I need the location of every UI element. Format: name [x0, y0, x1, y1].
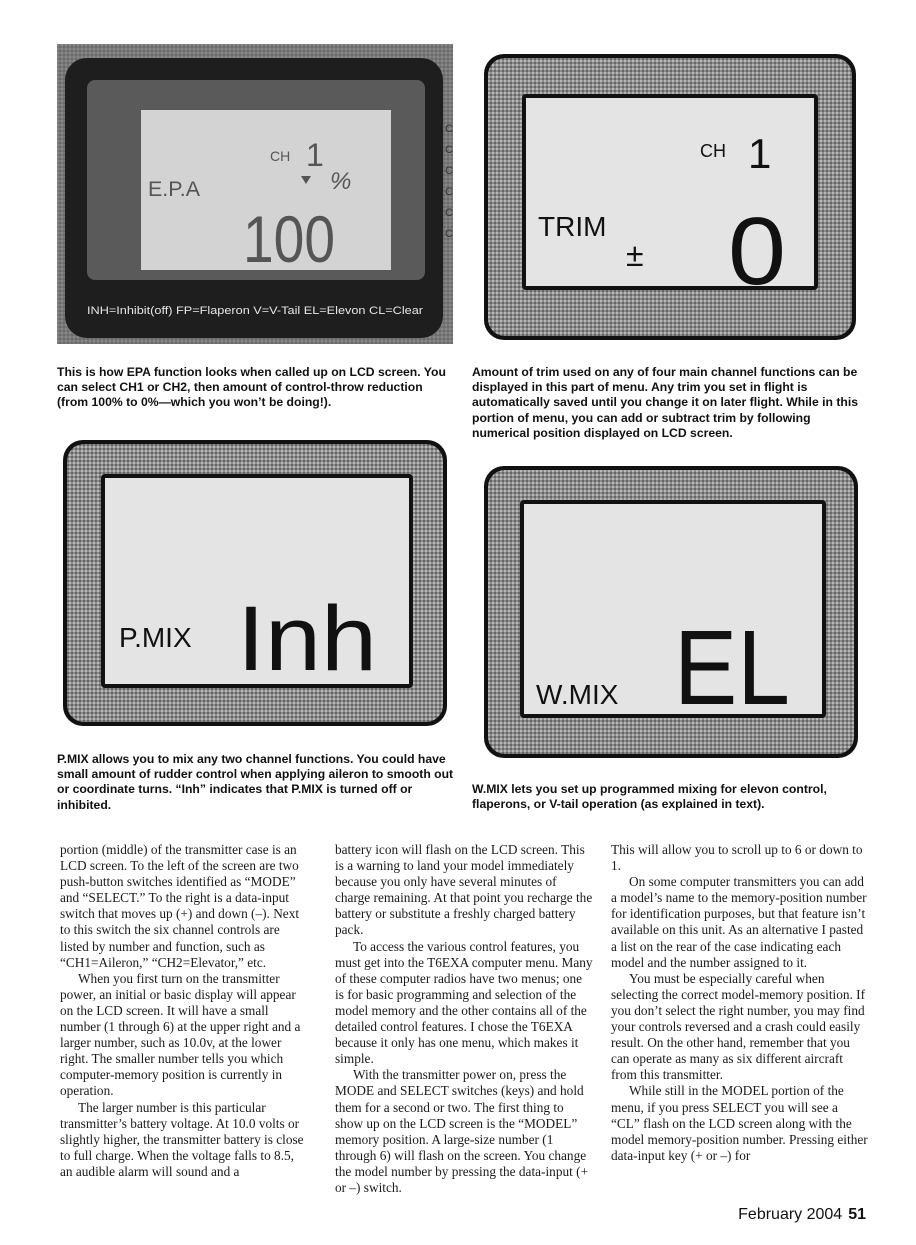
- col2-para-1: battery icon will flash on the LCD screen. This is a warning to land your model immediately because you only have several minutes of charge remaining. At that point you recharge the battery or substitute a freshly charged battery pack.: [335, 842, 593, 938]
- epa-ch-label: CH: [270, 148, 291, 164]
- epa-side-mark-6: C: [445, 228, 453, 240]
- trim-ch-label: CH: [700, 141, 726, 161]
- wmix-lcd-photo: [472, 462, 868, 762]
- trim-sign: ±: [626, 237, 644, 273]
- col1-para-2: When you first turn on the transmitter power, an initial or basic display will appear on the LCD screen. It will have a small number (1 through 6) at the upper right and a larger number, such as 10.0v, at the lower right. The smaller number tells you which computer-memory position is currently in operation.: [60, 970, 301, 1099]
- col1-para-3: The larger number is this particular transmitter’s battery voltage. At 10.0 volts or slightly higher, the transmitter battery is close to full charge. When the voltage falls to 8.5, an audible alarm will sound and a: [60, 1099, 304, 1179]
- epa-side-mark-2: C: [445, 144, 453, 156]
- body-column-2: [335, 842, 593, 1196]
- footer-page-number: 51: [848, 1206, 866, 1223]
- epa-percent: %: [330, 168, 352, 195]
- col3-para-1: This will allow you to scroll up to 6 or down to 1.: [611, 842, 863, 874]
- pmix-value: Inh: [237, 588, 377, 690]
- trim-value: 0: [728, 198, 786, 305]
- epa-ch-value: 1: [306, 137, 324, 173]
- wmix-label: W.MIX: [536, 679, 619, 710]
- epa-bottom-strip: INH=Inhibit(off) FP=Flaperon V=V-Tail EL=Elevon CL=Clear: [87, 305, 424, 317]
- page-footer: [738, 1206, 866, 1224]
- wmix-value: EL: [674, 609, 790, 727]
- pmix-lcd-photo: [57, 438, 453, 730]
- epa-side-mark-1: C: [445, 123, 453, 135]
- col2-para-2: To access the various control features, you must get into the T6EXA computer menu. Many of these computer radios have two menus; one is for basic programming and selection of the model memory and the other contains all of the detailed control features. I chose the T6EXA because it only has one menu, which makes it simple.: [335, 938, 593, 1067]
- col3-para-4: While still in the MODEL portion of the menu, if you press SELECT you will see a “CL” flash on the LCD screen along with the model memory-position number. Pressing either data-input key (+ or –) for: [611, 1083, 868, 1163]
- epa-side-mark-5: C: [445, 207, 453, 219]
- caption-wmix: W.MIX lets you set up programmed mixing for elevon control, flaperons, or V-tail operation (as explained in text).: [472, 782, 827, 812]
- pmix-label: P.MIX: [119, 622, 192, 653]
- epa-label: E.P.A: [148, 178, 200, 201]
- col1-para-1: portion (middle) of the transmitter case is an LCD screen. To the left of the screen are two push-button switches identified as “MODE” and “SELECT.” To the right is a data-input switch that moves up (+) and down (–). Next to this switch the six channel controls are listed by number and function, such as “CH1=Aileron,” “CH2=Elevator,” etc.: [60, 842, 300, 970]
- trim-lcd-photo: [472, 44, 868, 344]
- trim-ch-value: 1: [748, 130, 772, 177]
- epa-lcd-photo: [57, 44, 453, 344]
- col3-para-2: On some computer transmitters you can add a model’s name to the memory-position number for identification purposes, but that feature isn’t available on this unit. As an alternative I pasted a list on the rear of the case indicating each model and the number assigned to it.: [611, 874, 867, 970]
- epa-side-mark-4: C: [445, 186, 453, 198]
- trim-label: TRIM: [538, 211, 607, 242]
- caption-pmix: P.MIX allows you to mix any two channel functions. You could have small amount of rudder control when applying aileron to smooth out or coordinate turns. “Inh” indicates that P.MIX is turned off or inhibited.: [57, 752, 454, 812]
- epa-value: 100: [243, 202, 335, 276]
- caption-epa: This is how EPA function looks when called up on LCD screen. You can select CH1 or CH2, then amount of control-throw reduction (from 100% to 0%—which you won’t be doing!).: [57, 365, 446, 410]
- epa-side-mark-3: C: [445, 165, 453, 177]
- footer-issue: February 2004: [738, 1206, 843, 1223]
- body-column-3: [611, 842, 869, 1164]
- body-column-1: [60, 842, 308, 1180]
- col3-para-3: You must be especially careful when selecting the correct model-memory position. If you don’t select the right number, you may find your controls reversed and a crash could easily result. On the other hand, remember that you can operate as many as six different aircraft from this transmitter.: [611, 970, 866, 1083]
- col2-para-3: With the transmitter power on, press the MODE and SELECT switches (keys) and hold them for a second or two. The first thing to show up on the LCD screen is the “MODEL” memory position. A large-size number (1 through 6) will flash on the screen. You change the model number by pressing the data-input (+ or –) switch.: [335, 1067, 589, 1195]
- caption-trim: Amount of trim used on any of four main channel functions can be displayed in this part of menu. Any trim you set in flight is automatically saved until you change it on later flight. While in this portion of menu, you can add or subtract trim by following numerical position displayed on LCD screen.: [472, 365, 858, 440]
